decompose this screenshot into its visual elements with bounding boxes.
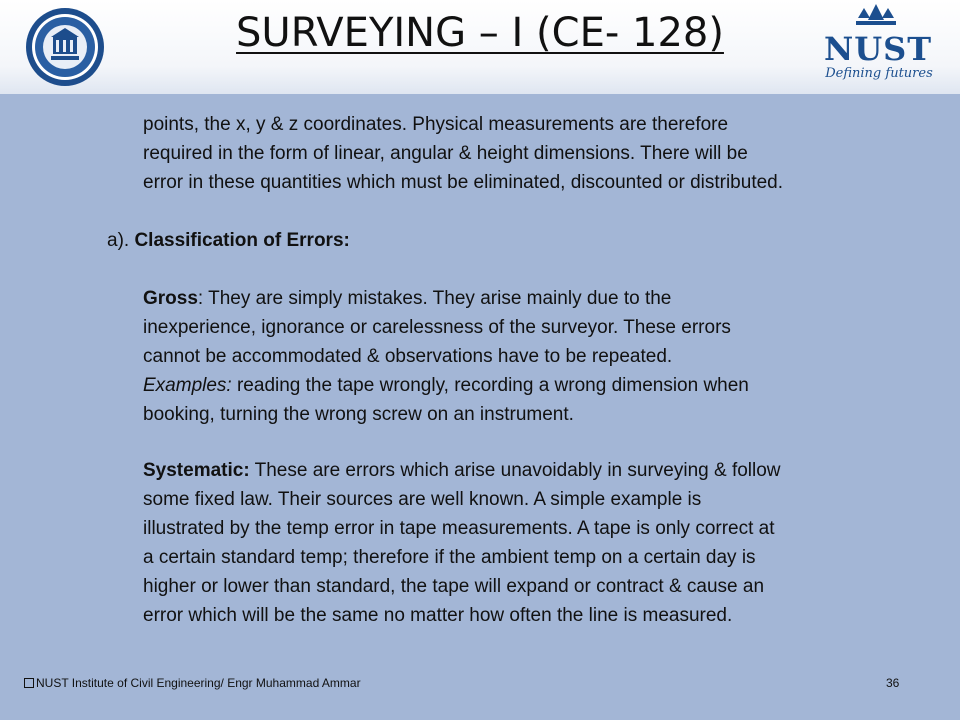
logo-wordmark: NUST — [823, 30, 933, 68]
text-line: error which will be the same no matter how often the line is measured. — [143, 605, 733, 626]
footer-text: NUST Institute of Civil Engineering/ Engr Muhammad Ammar — [36, 676, 361, 690]
section-heading-text: Classification of Errors: — [134, 230, 350, 251]
section-prefix: a). — [107, 230, 135, 251]
text-line: These are errors which arise unavoidably in surveying & follow — [249, 460, 781, 481]
text-line: reading the tape wrongly, recording a wrong dimension when — [231, 375, 749, 396]
logo-tagline: Defining futures — [825, 66, 933, 81]
nust-logo — [800, 4, 950, 88]
text-line: higher or lower than standard, the tape will expand or contract & cause an — [143, 576, 765, 597]
text-line: a certain standard temp; therefore if the ambient temp on a certain day is — [143, 547, 756, 568]
text-line: booking, turning the wrong screw on an instrument. — [143, 404, 574, 425]
gross-term: Gross — [143, 288, 198, 309]
square-bullet-icon — [24, 678, 34, 688]
slide-header — [0, 0, 960, 94]
text-line: cannot be accommodated & observations have to be repeated. — [143, 346, 673, 367]
text-line: : They are simply mistakes. They arise mainly due to the — [197, 288, 672, 309]
slide-footer — [24, 676, 361, 690]
slide-title: SURVEYING – I (CE- 128) — [236, 10, 724, 56]
text-line: inexperience, ignorance or carelessness of the surveyor. These errors — [143, 317, 731, 338]
text-line: required in the form of linear, angular & height dimensions. There will be — [143, 143, 748, 164]
section-heading — [107, 226, 350, 255]
intro-paragraph — [143, 110, 953, 197]
gross-paragraph — [143, 284, 953, 429]
page-number: 36 — [886, 676, 900, 690]
text-line: illustrated by the temp error in tape measurements. A tape is only correct at — [143, 518, 775, 539]
examples-label: Examples: — [143, 375, 232, 396]
text-line: some fixed law. Their sources are well known. A simple example is — [143, 489, 702, 510]
systematic-term: Systematic: — [143, 460, 250, 481]
text-line: points, the x, y & z coordinates. Physical measurements are therefore — [143, 114, 729, 135]
systematic-paragraph — [143, 456, 953, 630]
text-line: error in these quantities which must be eliminated, discounted or distributed. — [143, 172, 784, 193]
